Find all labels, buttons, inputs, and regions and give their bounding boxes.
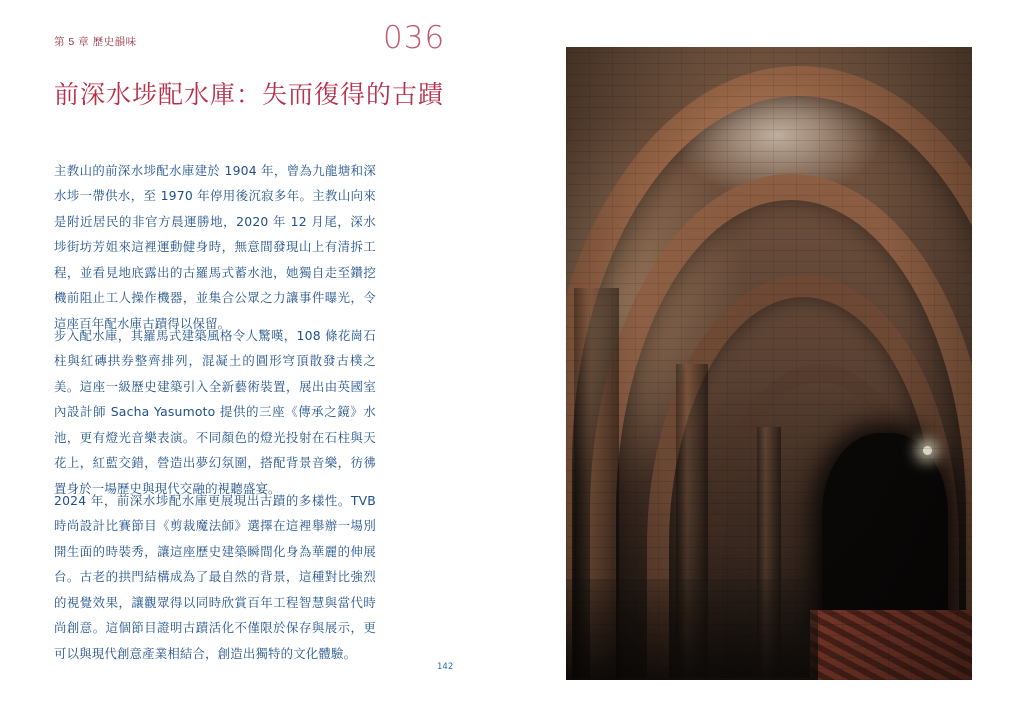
body-paragraph: 2024 年，前深水埗配水庫更展現出古蹟的多樣性。TVB 時尚設計比賽節目《剪裁魔法師》選擇在這裡舉辦一場別開生面的時裝秀，讓這座歷史建築瞬間化身為華麗的伸展台。古老的拱門結構成為了最自然的背景，這種對比強烈的視覺效果，讓觀眾得以同時欣賞百年工程智慧與當代時尚創意。這個節目證明古蹟活化不僅限於保存與展示，更可以與現代創意產業相結合，創造出獨特的文化體驗。 bbox=[54, 493, 376, 661]
chapter-label: 第 5 章 歷史韻味 bbox=[54, 36, 137, 48]
page-title: 前深水埗配水庫：失而復得的古蹟 bbox=[54, 79, 445, 109]
folio-number-large: 036 bbox=[383, 20, 446, 56]
photo-vignette bbox=[566, 47, 972, 680]
article-photo bbox=[566, 47, 972, 680]
page-number: 142 bbox=[437, 662, 454, 672]
body-paragraph: 主教山的前深水埗配水庫建於 1904 年，曾為九龍塘和深水埗一帶供水，至 1970 年停用後沉寂多年。主教山向來是附近居民的非官方晨運勝地，2020 年 12 月尾，深水埗街坊芳姐來這裡運動健身時，無意間發現山上有清拆工程，並看見地底露出的古羅馬式蓄水池，她獨自走至鑽挖機前阻止工人操作機器，並集合公眾之力讓事件曝光，令這座百年配水庫古蹟得以保留。 bbox=[54, 163, 376, 331]
body-paragraph: 步入配水庫，其羅馬式建築風格令人驚嘆，108 條花崗石柱與紅磚拱券整齊排列，混凝土的圓形穹頂散發古樸之美。這座一級歷史建築引入全新藝術裝置，展出由英國室內設計師 Sacha Yasumoto 提供的三座《傳承之鏡》水池，更有燈光音樂表演。不同顏色的燈光投射在石柱與天花上，紅藍交錯，營造出夢幻氛圍，搭配背景音樂，彷彿置身於一場歷史與現代交融的視聽盛宴。 bbox=[54, 328, 376, 496]
